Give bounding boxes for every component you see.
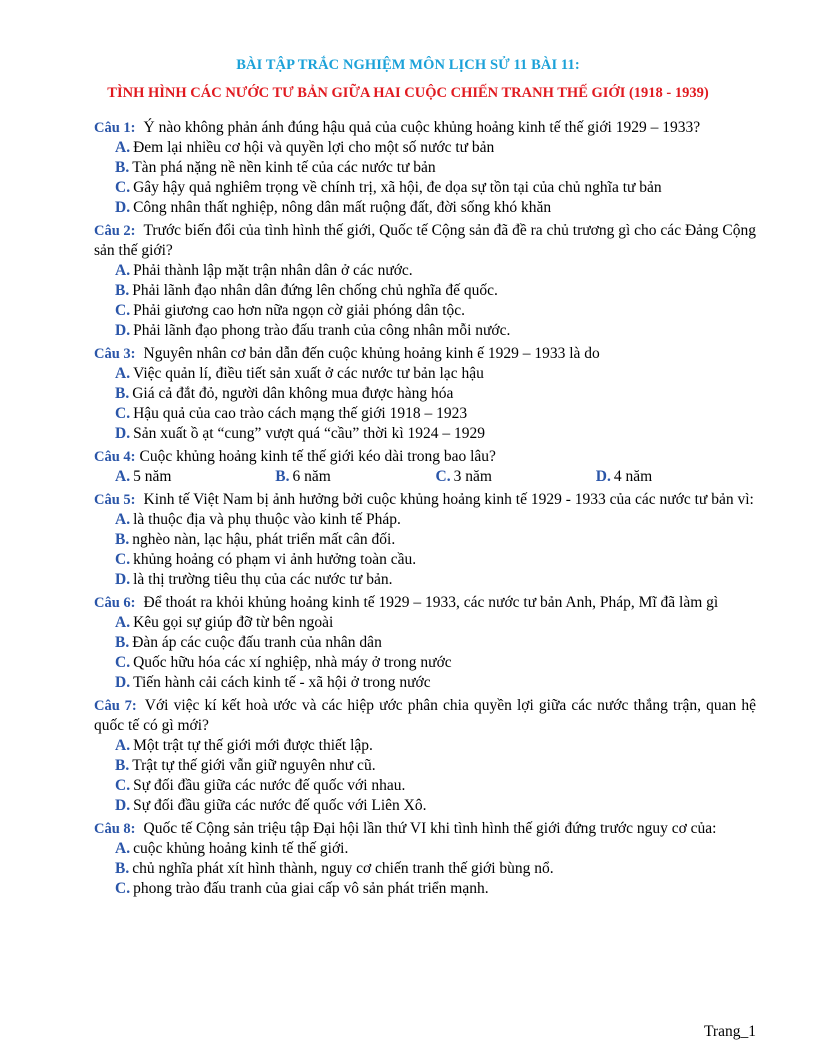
option-b xyxy=(94,530,756,550)
question-8 xyxy=(94,819,756,899)
question-7 xyxy=(94,696,756,816)
question-3 xyxy=(94,344,756,444)
option-letter: A. xyxy=(115,139,131,156)
option-text: cuộc khủng hoảng kinh tế thế giới. xyxy=(133,840,349,857)
question-5 xyxy=(94,490,756,590)
option-text: Tàn phá nặng nề nền kinh tế của các nước tư bản xyxy=(132,159,436,176)
option-text: Phải lãnh đạo phong trào đấu tranh của công nhân mỗi nước. xyxy=(133,322,511,339)
option-letter: B. xyxy=(115,634,130,651)
question-text: Với việc kí kết hoà ước và các hiệp ước phân chia quyền lợi giữa các nước thắng trận, quan hệ quốc tế có gì mới? xyxy=(94,697,756,734)
option-letter: B. xyxy=(115,757,130,774)
question-stem xyxy=(94,118,756,138)
question-list xyxy=(94,118,756,902)
option-letter: C. xyxy=(115,179,131,196)
option-text: Sự đối đầu giữa các nước đế quốc với nhau. xyxy=(133,777,406,794)
option-text: nghèo nàn, lạc hậu, phát triển mất cân đối. xyxy=(132,531,396,548)
option-text: Quốc hữu hóa các xí nghiệp, nhà máy ở trong nước xyxy=(133,654,452,671)
option-letter: D. xyxy=(115,199,131,216)
option-c xyxy=(436,467,596,487)
option-text: Gây hậy quả nghiêm trọng về chính trị, xã hội, đe dọa sự tồn tại của chủ nghĩa tư bản xyxy=(133,179,662,196)
document-subtitle: TÌNH HÌNH CÁC NƯỚC TƯ BẢN GIỮA HAI CUỘC CHIẾN TRANH THẾ GIỚI (1918 - 1939) xyxy=(107,85,709,101)
option-a xyxy=(94,364,756,384)
option-b xyxy=(94,859,756,879)
question-stem xyxy=(94,696,756,736)
option-text: Kêu gọi sự giúp đỡ từ bên ngoài xyxy=(133,614,334,631)
option-letter: B. xyxy=(115,385,130,402)
option-a xyxy=(94,736,756,756)
option-letter: C. xyxy=(115,880,131,897)
option-text: Sản xuất ồ ạt “cung” vượt quá “cầu” thời kì 1924 – 1929 xyxy=(133,425,486,442)
option-letter: B. xyxy=(115,159,130,176)
question-2 xyxy=(94,221,756,341)
option-d xyxy=(94,321,756,341)
option-letter: B. xyxy=(115,860,130,877)
option-letter: C. xyxy=(435,468,451,485)
question-label: Câu 2: xyxy=(94,223,136,239)
option-letter: D. xyxy=(115,322,131,339)
option-text: 6 năm xyxy=(292,468,331,485)
question-stem xyxy=(94,344,756,364)
option-c xyxy=(94,776,756,796)
option-c xyxy=(94,178,756,198)
option-b xyxy=(94,633,756,653)
option-text: là thị trường tiêu thụ của các nước tư bản. xyxy=(133,571,393,588)
option-text: 4 năm xyxy=(613,468,653,485)
question-label: Câu 7: xyxy=(94,698,137,714)
option-text: Phải giương cao hơn nữa ngọn cờ giải phóng dân tộc. xyxy=(133,302,466,319)
question-stem xyxy=(94,490,756,510)
option-b xyxy=(94,158,756,178)
option-letter: A. xyxy=(115,614,131,631)
option-letter: A. xyxy=(115,365,131,382)
question-4 xyxy=(94,447,756,487)
option-letter: C. xyxy=(115,654,131,671)
option-letter: C. xyxy=(115,405,131,422)
option-d xyxy=(94,198,756,218)
option-text: Việc quản lí, điều tiết sản xuất ở các nước tư bản lạc hậu xyxy=(133,365,484,382)
option-letter: A. xyxy=(115,840,131,857)
question-label: Câu 4: xyxy=(94,449,136,465)
option-text: Tiến hành cải cách kinh tế - xã hội ở trong nước xyxy=(133,674,431,691)
option-text: Đem lại nhiều cơ hội và quyền lợi cho một số nước tư bản xyxy=(133,139,495,156)
option-text: Phải thành lập mặt trận nhân dân ở các nước. xyxy=(133,262,413,279)
option-letter: B. xyxy=(275,468,290,485)
option-a xyxy=(115,467,275,487)
option-text: 3 năm xyxy=(453,468,492,485)
question-6 xyxy=(94,593,756,693)
option-text: Sự đối đầu giữa các nước đế quốc với Liên Xô. xyxy=(133,797,427,814)
option-b xyxy=(94,384,756,404)
option-d xyxy=(94,570,756,590)
option-text: là thuộc địa và phụ thuộc vào kinh tế Pháp. xyxy=(133,511,401,528)
option-text: chủ nghĩa phát xít hình thành, nguy cơ chiến tranh thế giới bùng nổ. xyxy=(132,860,554,877)
question-stem xyxy=(94,221,756,261)
question-text: Quốc tế Cộng sản triệu tập Đại hội lần thứ VI khi tình hình thế giới đứng trước nguy cơ của: xyxy=(143,820,717,837)
question-label: Câu 6: xyxy=(94,595,136,611)
option-a xyxy=(94,613,756,633)
option-letter: D. xyxy=(115,425,131,442)
option-letter: D. xyxy=(115,674,131,691)
option-letter: A. xyxy=(115,737,131,754)
option-c xyxy=(94,404,756,424)
question-text: Ý nào không phản ánh đúng hậu quả của cuộc khủng hoảng kinh tế thế giới 1929 – 1933? xyxy=(143,119,701,136)
question-text: Cuộc khủng hoảng kinh tế thế giới kéo dài trong bao lâu? xyxy=(139,448,496,465)
option-letter: D. xyxy=(115,571,131,588)
option-letter: D. xyxy=(115,797,131,814)
question-stem xyxy=(94,593,756,613)
question-label: Câu 8: xyxy=(94,821,136,837)
option-letter: C. xyxy=(115,777,131,794)
option-b xyxy=(94,281,756,301)
option-text: phong trào đấu tranh của giai cấp vô sản phát triển mạnh. xyxy=(133,880,489,897)
option-d xyxy=(94,424,756,444)
option-c xyxy=(94,879,756,899)
option-a xyxy=(94,261,756,281)
option-c xyxy=(94,653,756,673)
document-title: BÀI TẬP TRẮC NGHIỆM MÔN LỊCH SỬ 11 BÀI 11: xyxy=(236,57,580,73)
question-1 xyxy=(94,118,756,218)
option-text: Phải lãnh đạo nhân dân đứng lên chống chủ nghĩa đế quốc. xyxy=(132,282,498,299)
question-text: Nguyên nhân cơ bản dẫn đến cuộc khủng hoảng kinh ế 1929 – 1933 là do xyxy=(143,345,600,362)
question-label: Câu 1: xyxy=(94,120,136,136)
option-text: Công nhân thất nghiệp, nông dân mất ruộng đất, đời sống khó khăn xyxy=(133,199,552,216)
question-text: Trước biến đổi của tình hình thế giới, Quốc tế Cộng sản đã đề ra chủ trương gì cho các Đảng Cộng sản thế giới? xyxy=(94,222,756,259)
option-text: Đàn áp các cuộc đấu tranh của nhân dân xyxy=(132,634,382,651)
option-c xyxy=(94,301,756,321)
page-number: Trang_1 xyxy=(704,1023,756,1040)
option-letter: D. xyxy=(595,468,611,485)
option-letter: A. xyxy=(115,511,131,528)
question-label: Câu 5: xyxy=(94,492,136,508)
option-text: Một trật tự thế giới mới được thiết lập. xyxy=(133,737,373,754)
option-b xyxy=(275,467,435,487)
option-c xyxy=(94,550,756,570)
option-text: Trật tự thế giới vẫn giữ nguyên như cũ. xyxy=(132,757,376,774)
option-text: Hậu quả của cao trào cách mạng thế giới 1918 – 1923 xyxy=(133,405,468,422)
option-letter: C. xyxy=(115,302,131,319)
option-a xyxy=(94,138,756,158)
question-text: Kinh tế Việt Nam bị ảnh hưởng bởi cuộc khủng hoảng kinh tế 1929 - 1933 của các nước tư bản vì: xyxy=(143,491,754,508)
option-text: 5 năm xyxy=(133,468,172,485)
option-b xyxy=(94,756,756,776)
option-letter: C. xyxy=(115,551,131,568)
option-row xyxy=(94,467,756,487)
option-d xyxy=(94,796,756,816)
question-label: Câu 3: xyxy=(94,346,136,362)
option-letter: B. xyxy=(115,282,130,299)
question-text: Để thoát ra khỏi khủng hoảng kinh tế 1929 – 1933, các nước tư bản Anh, Pháp, Mĩ đã làm gì xyxy=(143,594,719,611)
question-stem xyxy=(94,447,756,467)
option-letter: A. xyxy=(115,468,131,485)
option-letter: B. xyxy=(115,531,130,548)
option-a xyxy=(94,510,756,530)
option-text: Giá cả đắt đỏ, người dân không mua được hàng hóa xyxy=(132,385,454,402)
option-text: khủng hoảng có phạm vi ảnh hưởng toàn cầu. xyxy=(133,551,417,568)
option-a xyxy=(94,839,756,859)
option-letter: A. xyxy=(115,262,131,279)
option-d xyxy=(596,467,756,487)
question-stem xyxy=(94,819,756,839)
option-d xyxy=(94,673,756,693)
